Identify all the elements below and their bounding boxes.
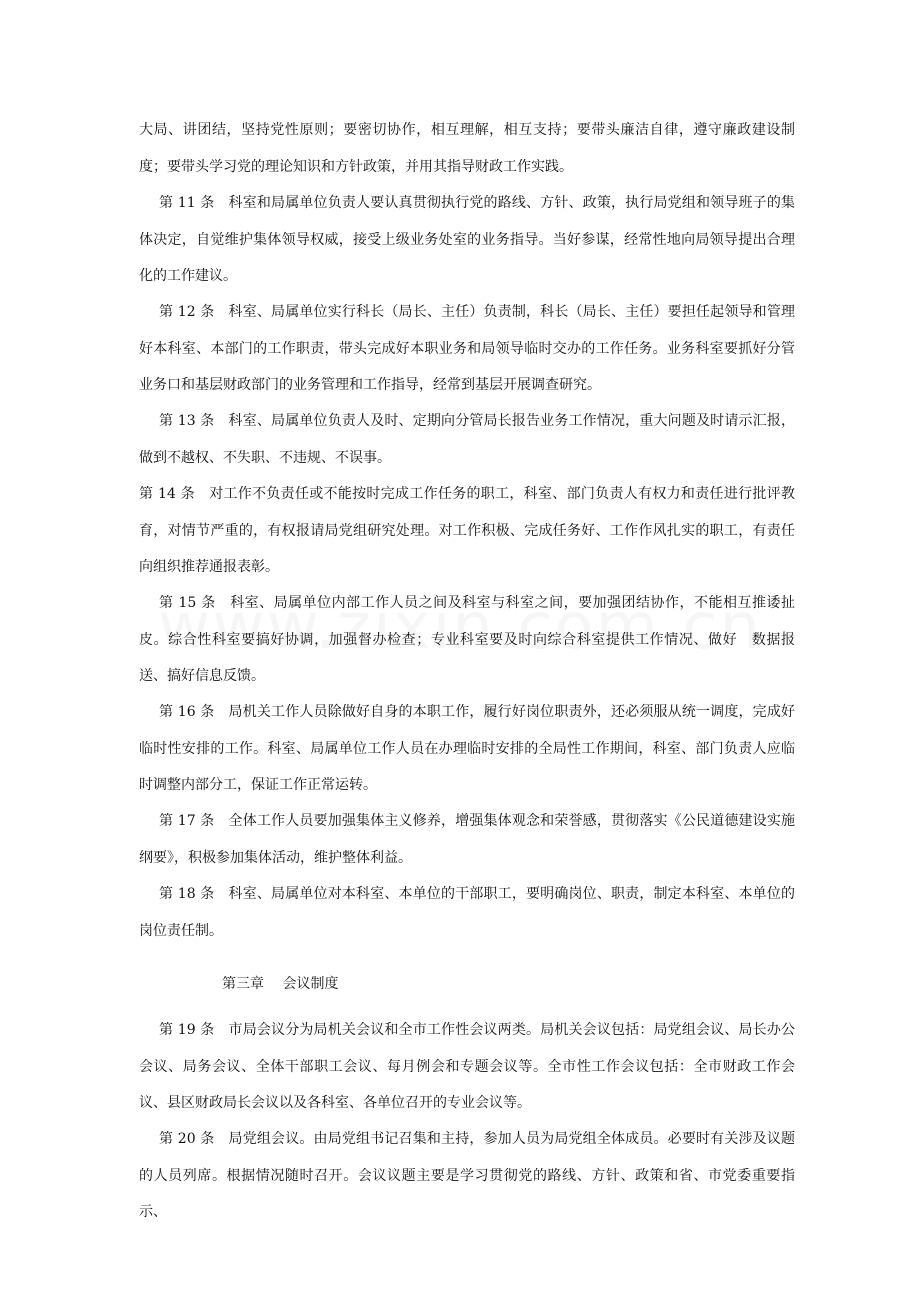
article-15: 第 15 条 科室、局属单位内部工作人员之间及科室与科室之间，要加强团结协作，不能相互推诿扯皮。综合性科室要搞好协调，加强督办检查；专业科室要及时向综合科室提供工作情况、做好 数据报送、搞好信息反馈。 [139,595,795,684]
chapter-heading: 第三章 会议制度 [222,976,339,992]
article-18: 第 18 条 科室、局属单位对本科室、本单位的干部职工，要明确岗位、职责，制定本科室、本单位的岗位责任制。 [139,886,795,939]
article-11: 第 11 条 科室和局属单位负责人要认真贯彻执行党的路线、方针、政策，执行局党组和领导班子的集体决定，自觉维护集体领导权威，接受上级业务处室的业务指导。当好参谋，经常性地向局领导提出合理化的工作建议。 [139,195,795,284]
article-12: 第 12 条 科室、局属单位实行科长（局长、主任）负责制，科长（局长、主任）要担任起领导和管理好本科室、本部门的工作职责，带头完成好本职业务和局领导临时交办的工作任务。业务科室要抓好分管业务口和基层财政部门的业务管理和工作指导，经常到基层开展调查研究。 [139,304,795,393]
paragraph-continuation: 大局、讲团结，坚持党性原则；要密切协作，相互理解，相互支持；要带头廉洁自律，遵守廉政建设制度；要带头学习党的理论知识和方针政策，并用其指导财政工作实践。 [139,122,795,175]
article-14: 第 14 条 对工作不负责任或不能按时完成工作任务的职工，科室、部门负责人有权力和责任进行批评教育，对情节严重的，有权报请局党组研究处理。对工作积极、完成任务好、工作作风扎实的职工，有责任向组织推荐通报表彰。 [139,486,795,575]
article-16: 第 16 条 局机关工作人员除做好自身的本职工作，履行好岗位职责外，还必须服从统一调度，完成好临时性安排的工作。科室、局属单位工作人员在办理临时安排的全局性工作期间，科室、部门负责人应临时调整内部分工，保证工作正常运转。 [139,704,795,793]
article-20: 第 20 条 局党组会议。由局党组书记召集和主持，参加人员为局党组全体成员。必要时有关涉及议题的人员列席。根据情况随时召开。会议议题主要是学习贯彻党的路线、方针、政策和省、市党委重要指示、 [139,1131,795,1220]
article-17: 第 17 条 全体工作人员要加强集体主义修养，增强集体观念和荣誉感，贯彻落实《公民道德建设实施纲要》，积极参加集体活动，维护整体利益。 [139,813,795,866]
article-13: 第 13 条 科室、局属单位负责人及时、定期向分管局长报告业务工作情况，重大问题及时请示汇报，做到不越权、不失职、不违规、不误事。 [139,413,795,466]
article-19: 第 19 条 市局会议分为局机关会议和全市工作性会议两类。局机关会议包括：局党组会议、局长办公会议、局务会议、全体干部职工会议、每月例会和专题会议等。全市性工作会议包括：全市财政工作会议、县区财政局长会议以及各科室、各单位召开的专业会议等。 [139,1022,795,1111]
